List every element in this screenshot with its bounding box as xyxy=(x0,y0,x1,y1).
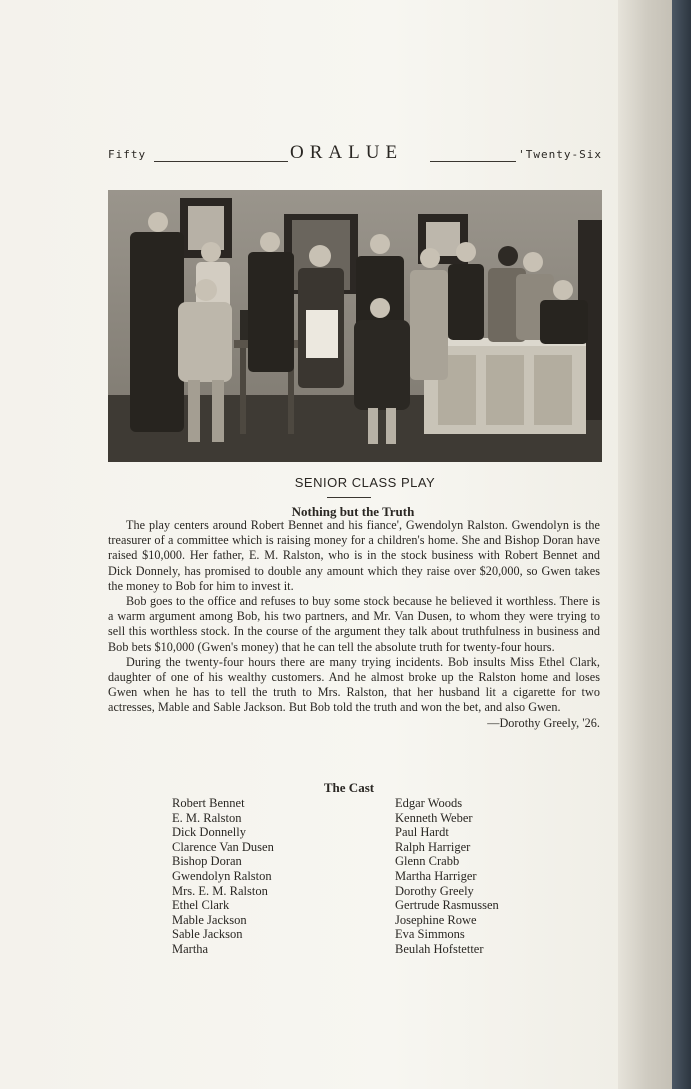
cast-role: Mrs. E. M. Ralston xyxy=(172,883,268,898)
cast-actor: Dorothy Greely xyxy=(395,883,474,898)
cast-row xyxy=(172,884,532,899)
cast-actor: Ralph Harriger xyxy=(395,839,471,854)
cast-row xyxy=(172,898,532,913)
play-synopsis xyxy=(108,518,600,731)
cast-role: Robert Bennet xyxy=(172,796,245,810)
header-rule-right xyxy=(430,161,516,162)
header-page-number: Fifty xyxy=(108,148,147,161)
author-signature: —Dorothy Greely, '26. xyxy=(487,715,600,730)
cast-role: Ethel Clark xyxy=(172,898,230,913)
header-year: 'Twenty-Six xyxy=(518,148,602,161)
section-title: SENIOR CLASS PLAY xyxy=(294,475,436,490)
cast-row xyxy=(172,840,532,855)
cast-row xyxy=(172,942,532,957)
cast-actor: Eva Simmons xyxy=(395,927,465,942)
play-title: Nothing but the Truth xyxy=(291,504,415,519)
header-rule-left xyxy=(154,161,288,162)
book-cover-edge xyxy=(672,0,691,1089)
cast-actor: Gertrude Rasmussen xyxy=(395,898,499,913)
cast-list xyxy=(172,796,532,957)
cast-actor: Kenneth Weber xyxy=(395,810,473,825)
cast-actor: Josephine Rowe xyxy=(395,912,477,927)
cast-role: Bishop Doran xyxy=(172,854,242,869)
cast-row xyxy=(172,825,532,840)
cast-role: Clarence Van Dusen xyxy=(172,839,274,854)
cast-row xyxy=(172,927,532,942)
synopsis-paragraph-1: The play centers around Robert Bennet and his fiance', Gwendolyn Ralston. Gwendolyn is the treasurer of a committee which is raising money for a children's home. She and Bishop Doran have raised $10,000. Her father, E. M. Ralston, who is in the stock business with Robert Bennet and Dick Donnely, has promised to double any amount which they raise over $20,000, so Gwen takes the money to Bob for him to invest it. xyxy=(108,518,600,593)
cast-photo-image xyxy=(108,190,602,462)
cast-role: Mable Jackson xyxy=(172,912,247,927)
cast-role: E. M. Ralston xyxy=(172,810,242,825)
cast-role: Dick Donnelly xyxy=(172,825,246,840)
synopsis-paragraph-3: During the twenty-four hours there are many trying incidents. Bob insults Miss Ethel Clark, daughter of one of his wealthy customers. And he almost broke up the Ralston home and loses Gwen when he has to tell the truth to Mrs. Ralston, that her husband lit a cigarette for two actresses, Mable and Sable Jackson. But Bob told the truth and won the bet, and also Gwen. xyxy=(108,654,600,715)
cast-role: Sable Jackson xyxy=(172,927,243,942)
cast-photograph xyxy=(108,190,602,462)
cast-row xyxy=(172,796,532,811)
cast-actor: Paul Hardt xyxy=(395,825,449,840)
cast-actor: Martha Harriger xyxy=(395,868,477,883)
cast-row xyxy=(172,913,532,928)
running-header xyxy=(108,144,602,166)
section-rule xyxy=(327,497,371,498)
cast-role: Gwendolyn Ralston xyxy=(172,868,272,883)
cast-heading: The Cast xyxy=(323,780,375,795)
cast-row xyxy=(172,811,532,826)
cast-actor: Beulah Hofstetter xyxy=(395,941,484,956)
cast-row xyxy=(172,869,532,884)
cast-actor: Glenn Crabb xyxy=(395,854,460,869)
cast-row xyxy=(172,854,532,869)
synopsis-paragraph-2: Bob goes to the office and refuses to buy some stock because he believed it worthless. There is a warm argument among Bob, his two partners, and Mr. Van Dusen, to whom they were trying to sell this worthless stock. In the course of the argument they talk about truthfulness in business and Bob bets $10,000 (Gwen's money) that he can tell the absolute truth for twenty-four hours. xyxy=(108,594,600,654)
header-title: ORALUE xyxy=(290,142,404,163)
cast-actor: Edgar Woods xyxy=(395,796,463,810)
cast-role: Martha xyxy=(172,941,209,956)
